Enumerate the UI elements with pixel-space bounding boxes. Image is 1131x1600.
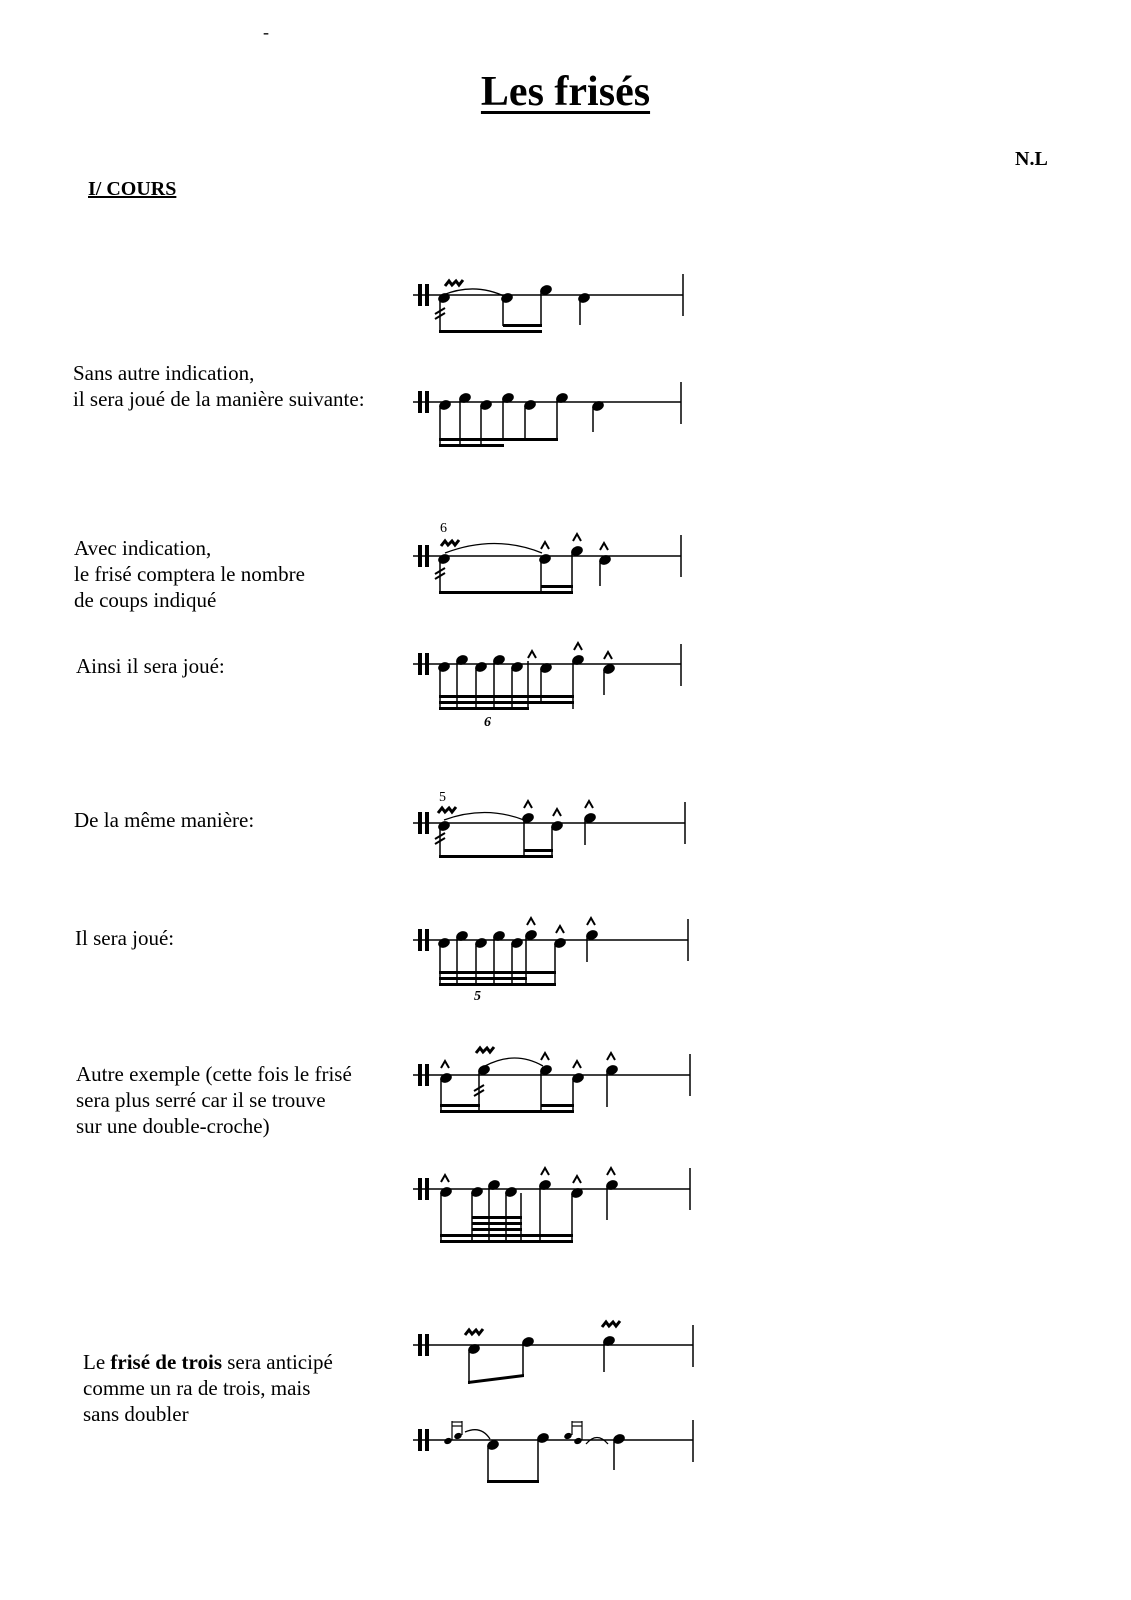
- staff-5: [413, 790, 685, 858]
- section-heading: I/ COURS: [88, 178, 177, 200]
- title-text: Les frisés: [480, 69, 651, 115]
- text-sans-indication: Sans autre indication, il sera joué de la manière suivante:: [73, 361, 365, 411]
- header-dash: -: [263, 22, 269, 42]
- text-avec-indication: Avec indication, le frisé comptera le nombre de coups indiqué: [74, 536, 305, 612]
- frise-count-6: 6: [440, 521, 447, 536]
- staff-3: [413, 521, 681, 594]
- staff-1: [413, 274, 683, 333]
- author: N.L: [1015, 148, 1048, 170]
- staff-7: [413, 1047, 690, 1113]
- staff-4: [413, 643, 681, 730]
- tuplet-6: 6: [484, 715, 491, 730]
- staff-9: [413, 1321, 693, 1384]
- staff-10: [413, 1420, 693, 1483]
- text-frise-pre: Le: [83, 1350, 111, 1374]
- text-il-sera-joue: Il sera joué:: [75, 926, 175, 950]
- text-frise-post: sera anticipé comme un ra de trois, mais sans doubler: [83, 1350, 333, 1426]
- staff-6: [413, 918, 688, 1004]
- text-meme-maniere: De la même manière:: [74, 808, 255, 832]
- staff-2: [413, 382, 681, 447]
- frise-count-5: 5: [439, 790, 446, 805]
- text-ainsi-joue: Ainsi il sera joué:: [76, 654, 225, 678]
- text-frise-bold: frisé de trois: [110, 1350, 222, 1374]
- staff-8: [413, 1168, 690, 1243]
- tuplet-5: 5: [474, 989, 481, 1004]
- text-autre-exemple: Autre exemple (cette fois le frisé sera plus serré car il se trouve sur une double-croche): [76, 1062, 352, 1138]
